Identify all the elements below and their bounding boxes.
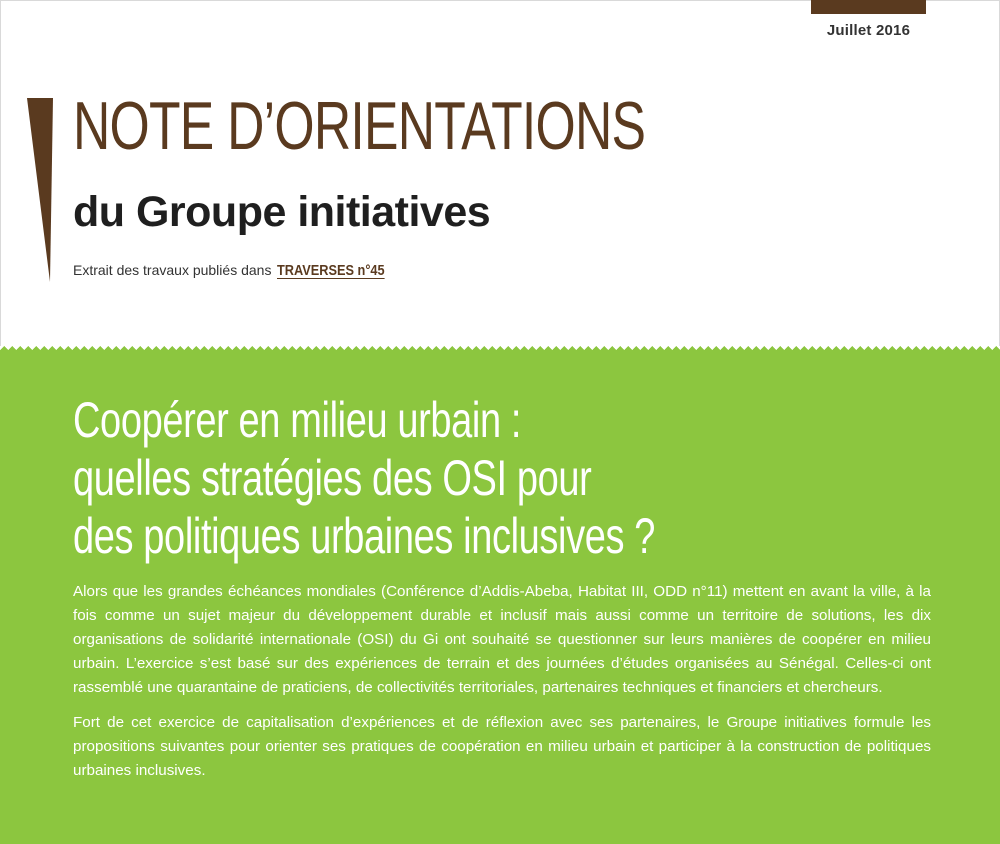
headline — [73, 391, 655, 565]
headline-line: des politiques urbaines inclusives ? — [73, 508, 656, 564]
brown-wedge-accent — [27, 98, 53, 282]
publication-date: Juillet 2016 — [826, 22, 911, 39]
date-tab-bar — [811, 0, 926, 14]
zigzag-divider — [0, 346, 1000, 356]
document-title: NOTE D’ORIENTATIONS — [73, 88, 646, 164]
document-subtitle: du Groupe initiatives — [73, 188, 491, 236]
headline-line: Coopérer en milieu urbain : — [73, 392, 522, 448]
intro-text — [73, 580, 931, 794]
extract-prefix: Extrait des travaux publiés dans — [73, 262, 272, 278]
intro-paragraph: Alors que les grandes échéances mondiales (Conférence d’Addis-Abeba, Habitat III, ODD n°11) mettent en avant la ville, à la fois comme un sujet majeur du développement durable et inclusif mais aussi comme un territoire de solutions, les dix organisations de solidarité internationale (OSI) du Gi ont souhaité se questionner sur leurs manières de coopérer en milieu urbain. L’exercice s’est basé sur des expériences de terrain et des journées d’études organisées au Sénégal. Celles-ci ont rassemblé une quarantaine de praticiens, de collectivités territoriales, partenaires techniques et financiers et chercheurs. — [73, 583, 931, 696]
intro-paragraph: Fort de cet exercice de capitalisation d’expériences et de réflexion avec ses partenaires, le Groupe initiatives formule les propositions suivantes pour orienter ses pratiques de coopération en milieu urbain et participer à la construction de politiques urbaines inclusives. — [73, 714, 931, 779]
traverses-link[interactable]: TRAVERSES n°45 — [277, 262, 385, 279]
extract-line — [73, 262, 404, 279]
headline-line: quelles stratégies des OSI pour — [73, 450, 592, 506]
